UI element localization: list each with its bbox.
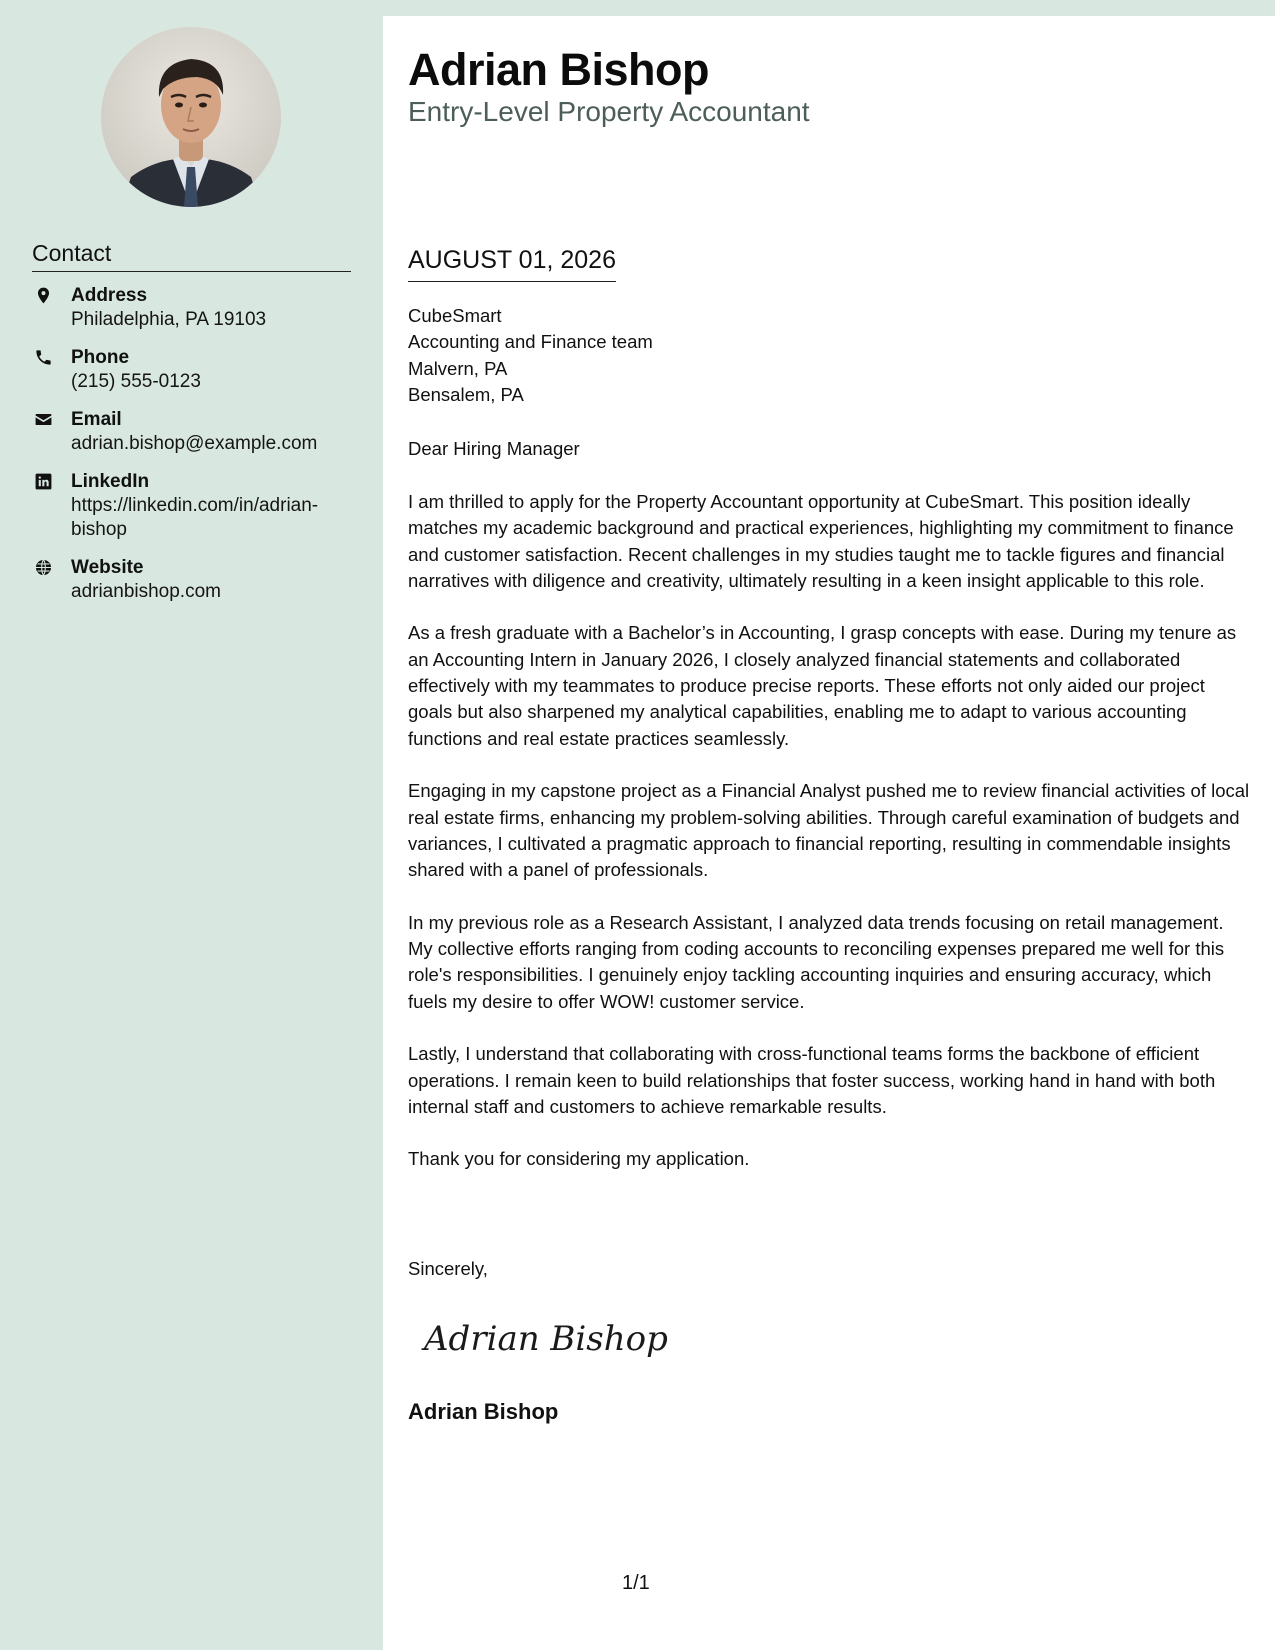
body-paragraph: Lastly, I understand that collaborating with cross-functional teams forms the backbone of efficient operations. I remain keen to build relationships that foster success, working hand in hand with both internal staff and customers to achieve remarkable results. — [408, 1043, 1216, 1117]
contact-item-website — [32, 556, 351, 604]
contact-value-address: Philadelphia, PA 19103 — [71, 309, 267, 330]
recipient-line: Accounting and Finance team — [408, 331, 653, 353]
contact-heading: Contact — [32, 240, 351, 272]
contact-list — [32, 284, 351, 618]
letter-body — [408, 489, 1253, 1199]
contact-item-email — [32, 408, 351, 456]
contact-label: Email — [71, 409, 122, 430]
body-paragraph: As a fresh graduate with a Bachelor’s in Accounting, I grasp concepts with ease. During my tenure as an Accounting Intern in January 2026, I closely analyzed financial statements and collaborated effectively with my teammates to produce precise reports. These efforts not only aided our project goals but also sharpened my analytical capabilities, enabling me to adapt to various accounting functions and real estate practices seamlessly. — [408, 622, 1237, 749]
contact-value-website[interactable]: adrianbishop.com — [71, 581, 221, 602]
page-indicator: 1/1 — [622, 1572, 650, 1594]
contact-label: LinkedIn — [71, 471, 150, 492]
body-paragraph: I am thrilled to apply for the Property Accountant opportunity at CubeSmart. This position ideally matches my academic background and practical experiences, highlighting my commitment to finance and customer satisfaction. Recent challenges in my studies taught me to tackle figures and financial narratives with diligence and creativity, ultimately resulting in a keen insight applicable to this role. — [408, 491, 1234, 591]
linkedin-icon — [34, 472, 53, 491]
contact-value-linkedin[interactable]: https://linkedin.com/in/adrian-bishop — [71, 495, 319, 540]
envelope-icon — [34, 410, 53, 429]
contact-label: Website — [71, 557, 144, 578]
signature-text: Adrian Bishop — [424, 1319, 668, 1359]
recipient-line: CubeSmart — [408, 305, 502, 326]
salutation: Dear Hiring Manager — [408, 438, 580, 459]
avatar — [101, 27, 281, 207]
map-pin-icon — [34, 286, 53, 305]
recipient-line: Bensalem, PA — [408, 383, 524, 405]
signature-image — [420, 1308, 670, 1368]
signature — [420, 1308, 670, 1368]
contact-label: Address — [71, 285, 148, 306]
contact-item-linkedin — [32, 470, 351, 542]
contact-value-phone: (215) 555-0123 — [71, 371, 201, 392]
applicant-name: Adrian Bishop — [408, 44, 710, 95]
recipient-line: Malvern, PA — [408, 357, 508, 379]
contact-item-address — [32, 284, 351, 332]
signer-name: Adrian Bishop — [408, 1399, 559, 1424]
body-paragraph: In my previous role as a Research Assistant, I analyzed data trends focusing on retail management. My collective efforts ranging from coding accounts to reconciling expenses prepared me well for this role's responsibilities. I genuinely enjoy tackling accounting inquiries and ensuring accuracy, which fuels my desire to offer WOW! customer service. — [408, 911, 1225, 1012]
globe-icon — [34, 558, 53, 577]
contact-value-email[interactable]: adrian.bishop@example.com — [71, 433, 318, 454]
contact-label: Phone — [71, 347, 130, 368]
body-paragraph: Thank you for considering my application. — [408, 1148, 750, 1170]
contact-item-phone — [32, 346, 351, 394]
closing: Sincerely, — [408, 1258, 488, 1279]
recipient-block — [408, 303, 1248, 408]
letter-date: AUGUST 01, 2026 — [408, 244, 616, 282]
job-title: Entry-Level Property Accountant — [408, 96, 810, 127]
phone-icon — [34, 348, 53, 367]
avatar-portrait — [101, 27, 281, 207]
body-paragraph: Engaging in my capstone project as a Financial Analyst pushed me to review financial activities of local real estate firms, enhancing my problem-solving abilities. Through careful examination of budgets and variances, I cultivated a pragmatic approach to financial reporting, resulting in commendable insights shared with a panel of professionals. — [408, 780, 1250, 881]
